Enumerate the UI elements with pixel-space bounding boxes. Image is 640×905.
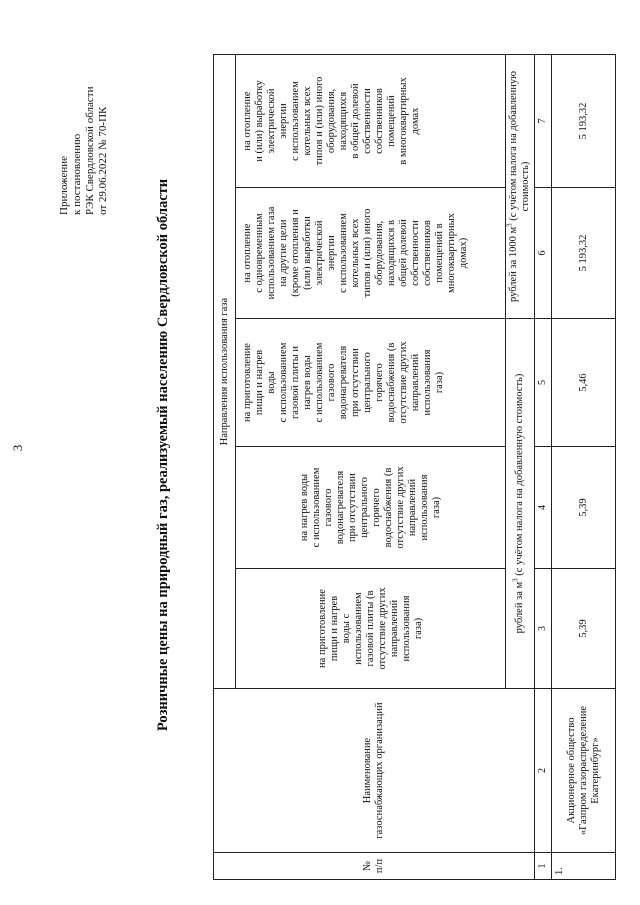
index-cell: 5 [535,319,552,447]
price-heating-other: 5 193,32 [552,188,616,319]
appendix-line: Приложение [58,155,70,215]
header-col-cooking-and-water: на приготовление пищи и нагрев воды с использованием газовой плиты и нагрев воды с использованием газового водонагревателя при отсутствии центрального горячего водоснабжения (в отсутствие других направлений использования газа) [236,319,506,447]
price-water-heating: 5,39 [552,447,616,569]
price-heating-boiler: 5 193,32 [552,55,616,188]
header-num: № п/п [214,853,535,880]
index-cell: 7 [535,55,552,188]
header-col-cooking: на приготовление пищи и нагрев воды с использованием газовой плиты (в отсутствие других направлений использования газа) [236,569,506,689]
row-organization: Акционерное общество «Газпром газораспределение Екатеринбург» [552,689,616,853]
header-col-heating-other: на отопление с одновременным использованием газа на другие цели (кроме отопления и (или) выработки электрической энергии с использованием котельных всех типов и (или) иного оборудования, находящихся в общей долевой собственности собственников помещений в многоквартирных домах) [236,188,506,319]
index-cell: 2 [535,689,552,853]
price-cooking: 5,39 [552,569,616,689]
document-title: Розничные цены на природный газ, реализуемый населению Свердловской области [155,178,171,732]
index-cell: 6 [535,188,552,319]
unit-m3-sup: 3 [511,578,520,582]
appendix-line: РЭК Свердловской области [84,86,96,215]
unit-1000-prefix: рублей за 1000 м [508,226,519,303]
index-cell: 3 [535,569,552,689]
unit-per-1000-m3 [506,55,535,319]
unit-1000-sup: 3 [505,223,514,227]
price-table [213,54,616,880]
price-cooking-and-water: 5,46 [552,319,616,447]
index-cell: 4 [535,447,552,569]
unit-m3-suffix: (с учётом налога на добавленную стоимость) [514,373,525,579]
page-number: 3 [10,444,25,452]
table-row [552,55,616,880]
appendix-line: к постановлению [71,133,83,215]
header-col-water-heating: на нагрев воды с использованием газового водонагревателя при отсутствии центрального горячего водоснабжения (в отсутствие других направлений использования газа) [236,447,506,569]
index-cell: 1 [535,853,552,880]
unit-1000-suffix: (с учётом налога на добавленную стоимость) [508,70,531,224]
row-num: 1. [552,853,616,880]
appendix-block [58,5,110,215]
header-organization: Наименование газоснабжающих организаций [214,689,535,853]
unit-per-m3 [506,319,535,689]
header-directions: Направления использования газа [214,55,236,689]
header-col-heating-boiler: на отопление и (или) выработку электрической энергии с использованием котельных всех типов и (или) иного оборудования, находящихся в общей долевой собственности собственников помещений в многоквартирных домах [236,55,506,188]
unit-m3-prefix: рублей за м [514,581,525,634]
appendix-line: от 29.06.2022 № 70-ПК [97,106,109,215]
